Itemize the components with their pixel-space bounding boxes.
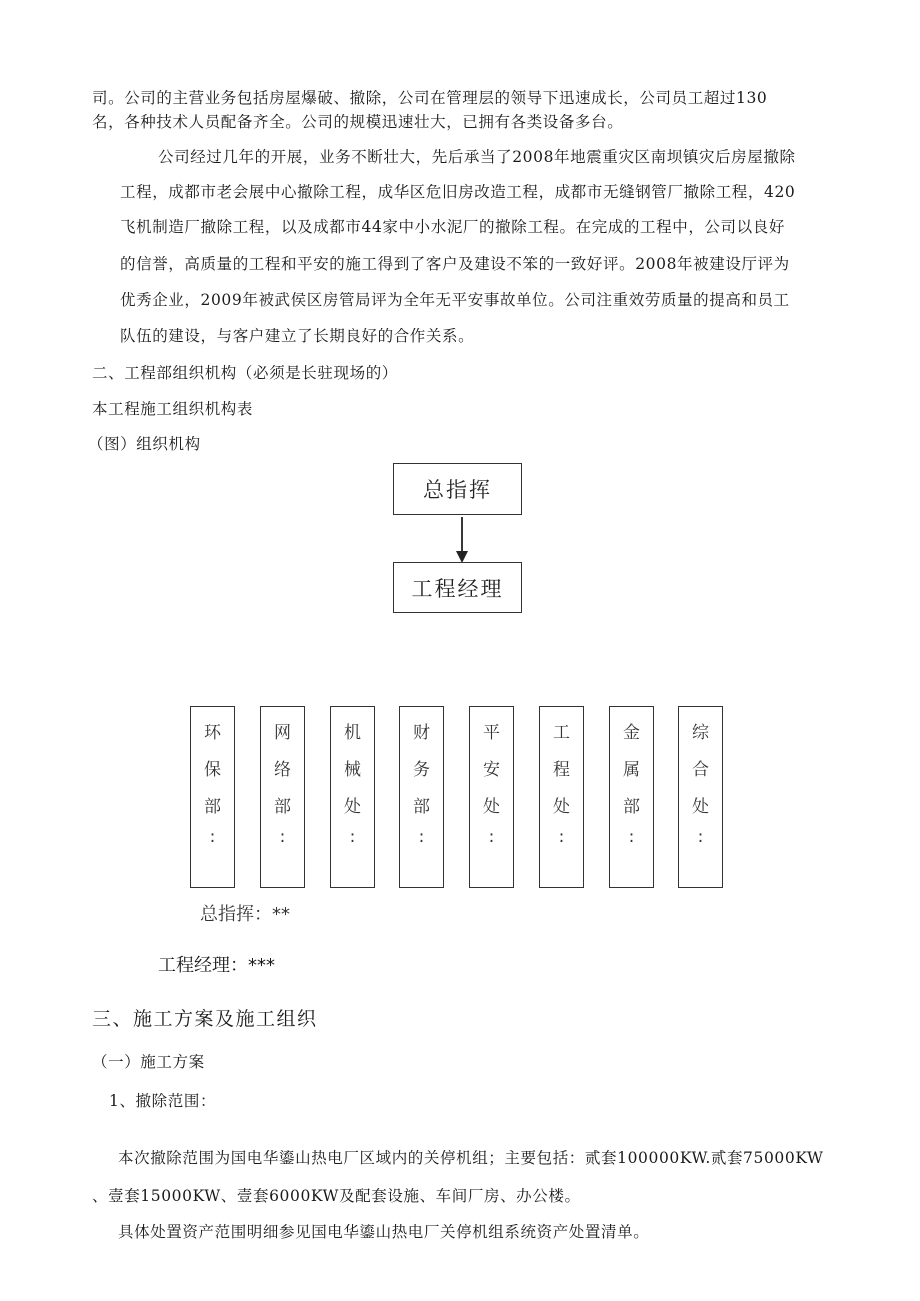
dept-char: 平 bbox=[483, 723, 500, 743]
dept-char: 处 bbox=[553, 797, 570, 817]
manager-name-line: 工程经理：*** bbox=[158, 955, 275, 976]
body-text-line: 飞机制造厂撤除工程，以及成都市44家中小水泥厂的撤除工程。在完成的工程中，公司以良好 bbox=[120, 218, 785, 236]
section-heading: 三、施工方案及施工组织 bbox=[92, 1008, 318, 1030]
dept-box-environment bbox=[190, 706, 235, 888]
figure-caption: （图）组织机构 bbox=[88, 435, 201, 453]
org-node-commander bbox=[393, 463, 522, 515]
body-text-line: 的信誉，高质量的工程和平安的施工得到了客户及建设不笨的一致好评。2008年被建设厅评为 bbox=[120, 255, 790, 273]
dept-box-metal bbox=[609, 706, 654, 888]
dept-char: : bbox=[628, 827, 635, 847]
dept-char: 部 bbox=[274, 797, 291, 817]
body-text-line: 名，各种技术人员配备齐全。公司的规模迅速壮大，已拥有各类设备多台。 bbox=[92, 113, 624, 131]
section-heading: 二、工程部组织机构（必须是长驻现场的） bbox=[92, 364, 398, 382]
dept-char: : bbox=[349, 827, 356, 847]
table-title: 本工程施工组织机构表 bbox=[92, 400, 254, 418]
dept-char: : bbox=[488, 827, 495, 847]
dept-char: 金 bbox=[623, 723, 640, 743]
org-node-project-manager bbox=[393, 562, 522, 613]
dept-box-network bbox=[260, 706, 305, 888]
dept-char: 安 bbox=[483, 760, 500, 780]
org-node-label: 总指挥 bbox=[423, 478, 492, 502]
dept-box-finance bbox=[399, 706, 444, 888]
dept-char: 财 bbox=[413, 723, 430, 743]
dept-char: 处 bbox=[344, 797, 361, 817]
dept-char: 合 bbox=[692, 760, 709, 780]
dept-char: 综 bbox=[692, 723, 709, 743]
dept-box-machinery bbox=[330, 706, 375, 888]
dept-char: 络 bbox=[274, 760, 291, 780]
commander-name-line: 总指挥：** bbox=[200, 904, 290, 925]
dept-char: 程 bbox=[553, 760, 570, 780]
dept-box-engineering bbox=[539, 706, 584, 888]
dept-char: 务 bbox=[413, 760, 430, 780]
org-chart-arrow bbox=[450, 515, 474, 565]
dept-char: : bbox=[279, 827, 286, 847]
dept-char: 处 bbox=[692, 797, 709, 817]
dept-char: : bbox=[558, 827, 565, 847]
dept-char: 部 bbox=[204, 797, 221, 817]
item-heading: 1、撤除范围： bbox=[109, 1092, 217, 1110]
body-text-line: 、壹套15000KW、壹套6000KW及配套设施、车间厂房、办公楼。 bbox=[92, 1187, 581, 1205]
body-text-line: 工程，成都市老会展中心撤除工程，成华区危旧房改造工程，成都市无缝钢管厂撤除工程，420 bbox=[120, 183, 796, 201]
dept-char: 网 bbox=[274, 723, 291, 743]
dept-box-general bbox=[678, 706, 723, 888]
dept-char: 部 bbox=[623, 797, 640, 817]
subsection-heading: （一）施工方案 bbox=[92, 1053, 205, 1071]
body-text-line: 本次撤除范围为国电华鎏山热电厂区域内的关停机组；主要包括：贰套100000KW.贰套75000KW bbox=[118, 1149, 824, 1167]
body-text-line: 队伍的建设，与客户建立了长期良好的合作关系。 bbox=[120, 327, 475, 345]
dept-char: 械 bbox=[344, 760, 361, 780]
body-text-line: 公司经过几年的开展，业务不断壮大，先后承当了2008年地震重灾区南坝镇灾后房屋撤除 bbox=[158, 148, 796, 166]
dept-char: 属 bbox=[623, 760, 640, 780]
dept-box-safety bbox=[469, 706, 514, 888]
dept-char: : bbox=[418, 827, 425, 847]
body-text-line: 具体处置资产范围明细参见国电华鎏山热电厂关停机组系统资产处置清单。 bbox=[118, 1223, 650, 1241]
body-text-line: 司。公司的主营业务包括房屋爆破、撤除，公司在管理层的领导下迅速成长，公司员工超过130 bbox=[92, 89, 768, 107]
org-node-label: 工程经理 bbox=[411, 576, 504, 601]
dept-char: 部 bbox=[413, 797, 430, 817]
dept-char: 工 bbox=[553, 723, 570, 743]
dept-char: 环 bbox=[204, 723, 221, 743]
dept-char: : bbox=[697, 827, 704, 847]
body-text-line: 优秀企业，2009年被武侯区房管局评为全年无平安事故单位。公司注重效劳质量的提高和员工 bbox=[120, 291, 790, 309]
dept-char: : bbox=[209, 827, 216, 847]
dept-char: 处 bbox=[483, 797, 500, 817]
dept-char: 保 bbox=[204, 760, 221, 780]
dept-char: 机 bbox=[344, 723, 361, 743]
